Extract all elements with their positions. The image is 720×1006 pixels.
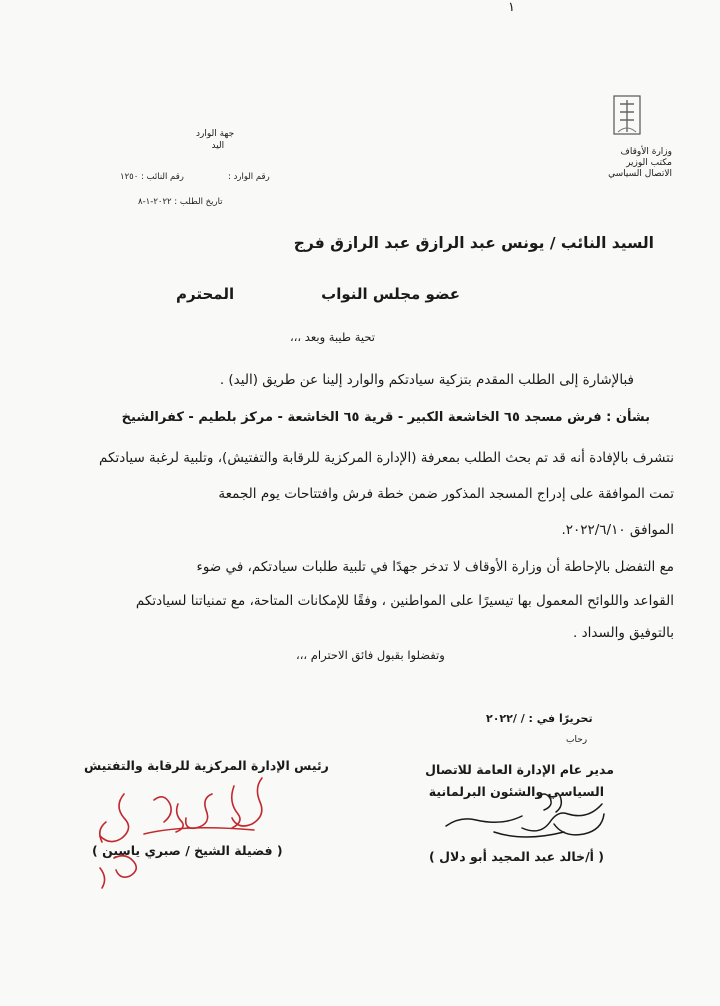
body-para1-line2: تمت الموافقة على إدراج المسجد المذكور ضمن خطة فرش وافتتاحات يوم الجمعة [218,486,674,502]
body-para1-line3: الموافق ٢٠٢٢/٦/١٠. [561,522,674,538]
request-date: تاريخ الطلب : ٢٠٢٢-١-٨ [138,197,223,207]
greeting: تحية طيبة وبعد ،،، [290,330,375,344]
ministry-header [608,147,672,180]
addressee-respect: المحترم [176,285,235,303]
addressee-name: السيد النائب / يونس عبد الرازق عبد الرازق فرج [293,234,654,252]
incoming-number: رقم الوارد : [228,172,270,182]
ministry-name: وزارة الأوقاف [620,147,672,157]
left-handwritten-signature [84,764,284,894]
addressee-title: عضو مجلس النواب [321,285,460,303]
ministry-emblem-icon [610,92,644,138]
right-signatory-name: ( أ/خالد عبد المجيد أبو دلال ) [429,849,604,864]
typist-initials: رحاب [566,735,588,745]
deputy-number: رقم النائب : ١٢٥٠ [120,172,184,182]
page-number: ١ [508,0,515,15]
right-signatory-title-2: السياسي والشئون البرلمانية [428,784,604,799]
body-para2-line2: القواعد واللوائح المعمول بها تيسيرًا على المواطنين ، وفقًا للإمكانات المتاحة، مع تمنياتنا لسيادتكم [135,593,674,609]
incoming-meta [196,128,234,152]
letter-subject: بشأن : فرش مسجد ٦٥ الخاشعة الكبير - قرية ٦٥ الخاشعة - مركز بلطيم - كفرالشيخ [121,410,650,425]
body-para2-line3: بالتوفيق والسداد . [573,625,674,641]
body-para2-line1: مع التفضل بالإحاطة أن وزارة الأوقاف لا تدخر جهدًا في تلبية طلبات سيادتكم، في ضوء [196,559,674,575]
right-signatory-title-1: مدير عام الإدارة العامة للاتصال [425,762,614,777]
incoming-source-label: جهة الوارد [196,129,235,139]
left-signatory-title: رئيس الإدارة المركزية للرقابة والتفتيش [84,758,329,773]
left-signatory-name: ( فضيلة الشيخ / صبري ياسين ) [92,843,283,858]
date-written: تحريرًا في : / /٢٠٢٢ [486,712,593,725]
ministry-office: مكتب الوزير [626,158,672,168]
body-reference-line: فبالإشارة إلى الطلب المقدم بتزكية سيادتكم والوارد إلينا عن طريق (اليد) . [219,372,634,388]
body-para1-line1: نتشرف بالإفادة أنه قد تم بحث الطلب بمعرفة (الإدارة المركزية للرقابة والتفتيش)، وتلبية لرغبة سيادتكم [99,450,674,466]
ministry-department: الاتصال السياسي [608,169,672,179]
incoming-source-value: اليد [211,141,225,151]
closing-salutation: وتفضلوا بقبول فائق الاحترام ،،، [296,648,445,662]
right-handwritten-signature [434,786,614,856]
